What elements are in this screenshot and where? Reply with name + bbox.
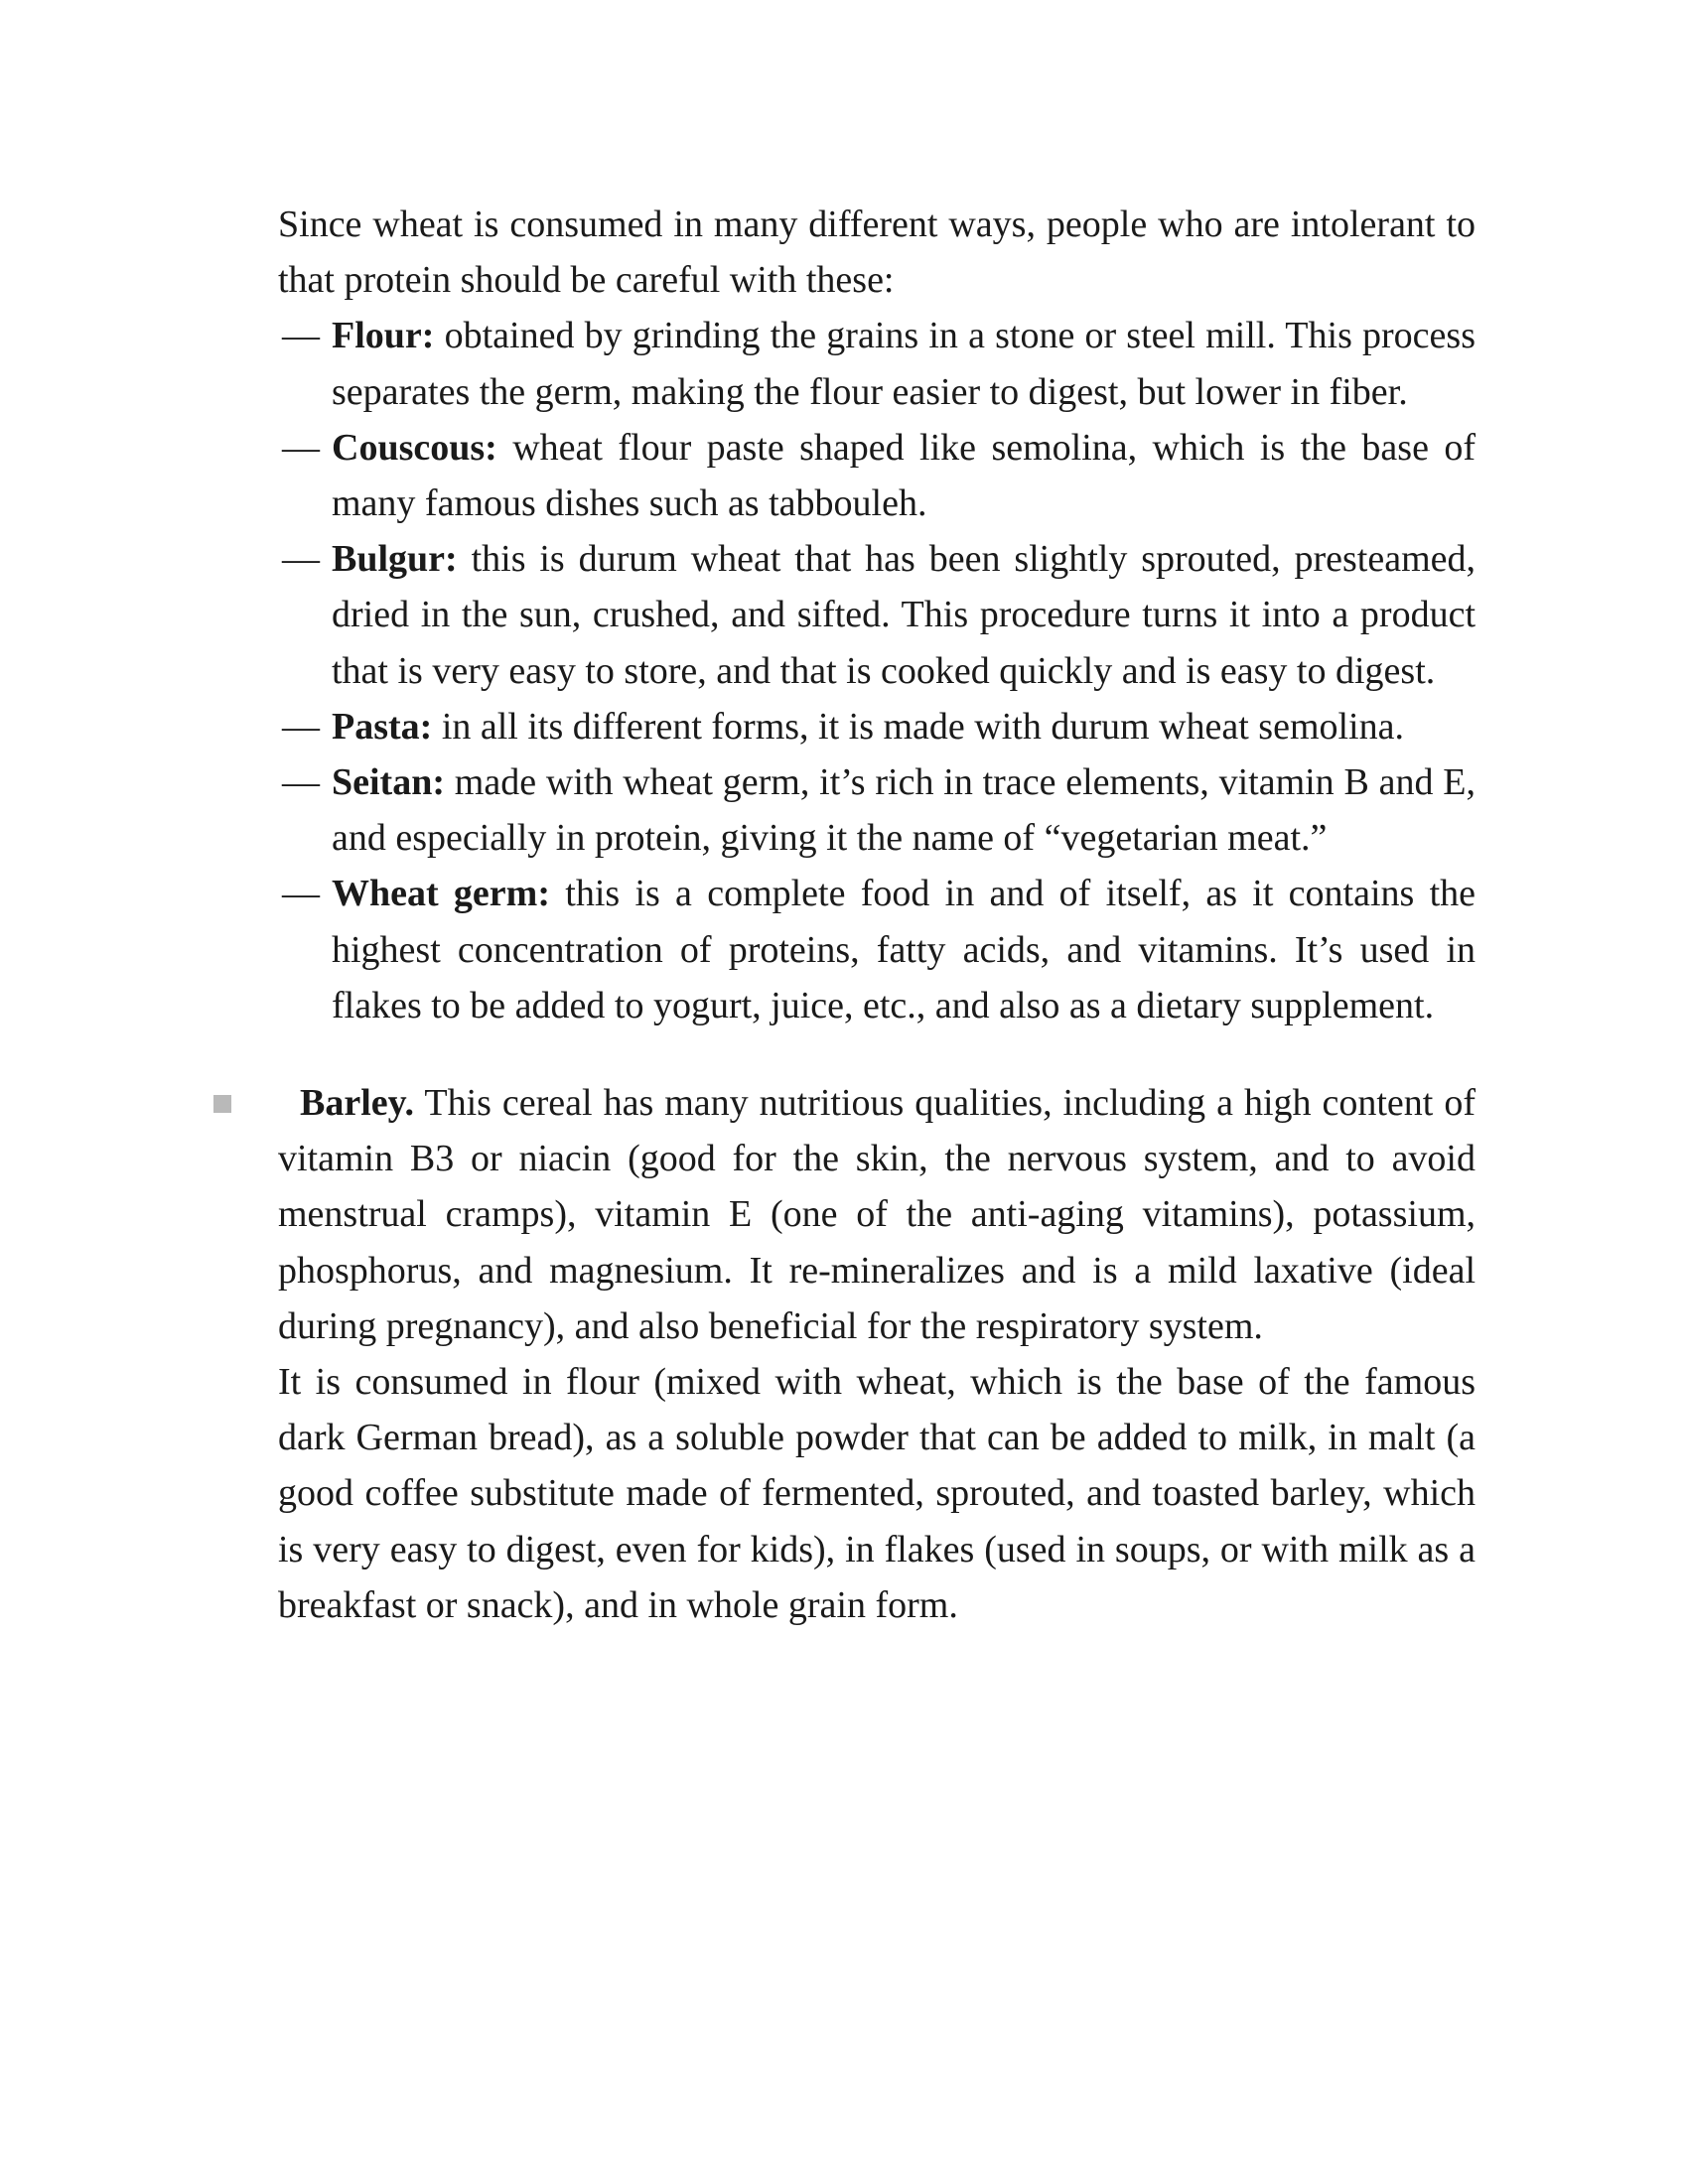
list-item-couscous: [278, 420, 1476, 531]
term-couscous: Couscous:: [332, 426, 497, 469]
definition-seitan: made with wheat germ, it’s rich in trace elements, vitamin B and E, and especially in protein, giving it the name of “vegetarian meat.”: [332, 761, 1476, 860]
definition-bulgur: this is durum wheat that has been slightly sprouted, presteamed, dried in the sun, crushed, and sifted. This procedure turns it into a product that is very easy to store, and that is cooked quickly and is easy to digest.: [332, 538, 1476, 692]
barley-paragraph: [278, 1075, 1476, 1354]
barley-description: This cereal has many nutritious qualities, including a high content of vitamin B3 or niacin (good for the skin, the nervous system, and to avoid menstrual cramps), vitamin E (one of the anti-aging vitamins), potassium, phosphorus, and magnesium. It re-mineralizes and is a mild laxative (ideal during pregnancy), and also beneficial for the respiratory system.: [278, 1082, 1476, 1347]
definition-wheat-germ: this is a complete food in and of itself, as it contains the highest concentration of proteins, fatty acids, and vitamins. It’s used in flakes to be added to yogurt, juice, etc., and also as a dietary supplement.: [332, 873, 1476, 1026]
list-item-pasta: [278, 699, 1476, 754]
definition-flour: obtained by grinding the grains in a stone or steel mill. This process separates the germ, making the flour easier to digest, but lower in fiber.: [332, 315, 1476, 413]
term-bulgur: Bulgur:: [332, 538, 458, 581]
dash-bullet: —: [282, 538, 320, 581]
dash-bullet: —: [282, 761, 320, 804]
barley-consumption-paragraph: It is consumed in flour (mixed with wheat, which is the base of the famous dark German bread), as a soluble powder that can be added to milk, in malt (a good coffee substitute made of fermented, sprouted, and toasted barley, which is very easy to digest, even for kids), in flakes (used in soups, or with milk as a breakfast or snack), and in whole grain form.: [278, 1361, 1476, 1626]
term-pasta: Pasta:: [332, 705, 433, 748]
dash-bullet: —: [282, 705, 320, 748]
term-seitan: Seitan:: [332, 761, 445, 804]
dash-bullet: —: [282, 873, 320, 915]
square-bullet-icon: [213, 1095, 231, 1113]
list-item-wheat-germ: [278, 866, 1476, 1033]
intro-paragraph: Since wheat is consumed in many different ways, people who are intolerant to that protein should be careful with these:: [278, 204, 1476, 302]
dash-bullet: —: [282, 315, 320, 357]
wheat-products-list: [278, 308, 1476, 1033]
barley-section: [278, 1075, 1476, 1633]
term-barley: Barley.: [300, 1082, 415, 1125]
list-item-seitan: [278, 754, 1476, 866]
definition-couscous: wheat flour paste shaped like semolina, which is the base of many famous dishes such as tabbouleh.: [332, 426, 1476, 525]
term-flour: Flour:: [332, 315, 435, 357]
page-body: [278, 197, 1476, 1633]
list-item-bulgur: [278, 531, 1476, 699]
dash-bullet: —: [282, 426, 320, 469]
term-wheat-germ: Wheat germ:: [332, 873, 550, 915]
list-item-flour: [278, 308, 1476, 419]
definition-pasta: in all its different forms, it is made with durum wheat semolina.: [432, 705, 1404, 748]
